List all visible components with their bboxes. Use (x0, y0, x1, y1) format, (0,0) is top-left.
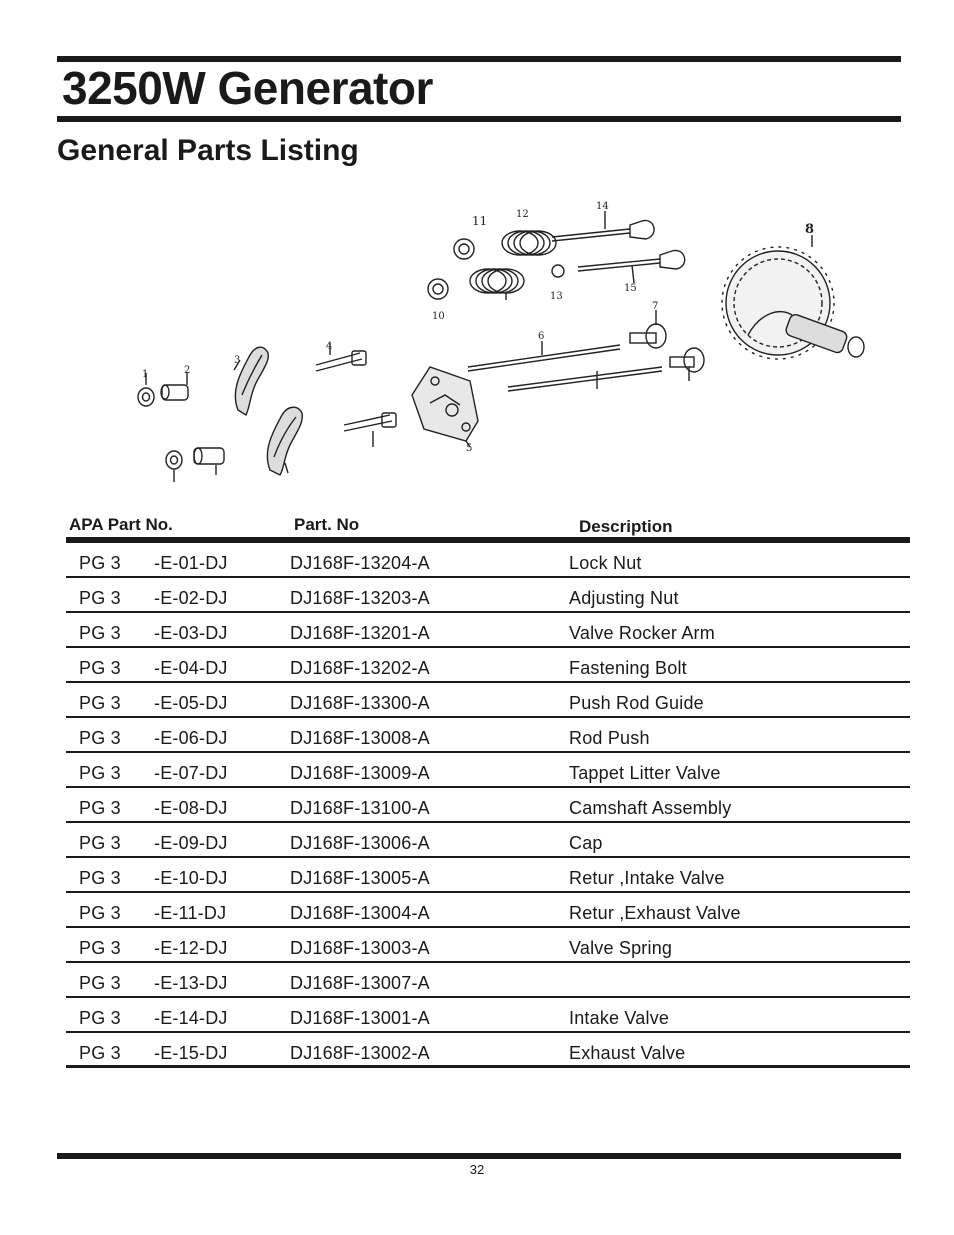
row-part-no: DJ168F-13201-A (290, 623, 430, 643)
row-description: Exhaust Valve (569, 1043, 686, 1063)
row-part-no: DJ168F-13008-A (290, 728, 430, 748)
callout-3: 3 (234, 355, 241, 366)
row-code: -E-11-DJ (154, 903, 227, 923)
row-description: Tappet Litter Valve (569, 763, 721, 783)
row-prefix: PG 3 (79, 763, 121, 783)
callout-7: 7 (652, 301, 659, 312)
fastening-bolt-upper (316, 343, 366, 371)
callout-13: 13 (550, 291, 563, 302)
row-prefix: PG 3 (79, 658, 121, 678)
row-description: Intake Valve (569, 1008, 670, 1028)
intake-valve-part (552, 211, 654, 241)
row-part-no: DJ168F-13003-A (290, 938, 430, 958)
table-row (66, 893, 910, 928)
table-row (66, 753, 910, 788)
callout-14: 14 (596, 201, 609, 212)
title-underline-rule (57, 116, 901, 122)
row-part-no: DJ168F-13001-A (290, 1008, 430, 1028)
row-prefix: PG 3 (79, 553, 121, 573)
push-rod-guide-plate (412, 367, 478, 447)
row-part-no: DJ168F-13300-A (290, 693, 430, 713)
row-code: -E-01-DJ (154, 553, 228, 573)
retainer-intake-valve (428, 279, 448, 299)
table-row (66, 683, 910, 718)
row-prefix: PG 3 (79, 868, 121, 888)
row-part-no: DJ168F-13100-A (290, 798, 430, 818)
row-part-no: DJ168F-13005-A (290, 868, 430, 888)
row-description: Valve Rocker Arm (569, 623, 715, 643)
row-description: Retur ,Intake Valve (569, 868, 725, 888)
row-description: Camshaft Assembly (569, 798, 732, 818)
table-row (66, 578, 910, 613)
table-row (66, 788, 910, 823)
row-part-no: DJ168F-13006-A (290, 833, 430, 853)
retainer-exhaust-valve (454, 239, 474, 259)
page-number: 32 (469, 1162, 485, 1177)
row-description: Retur ,Exhaust Valve (569, 903, 741, 923)
exploded-parts-diagram (130, 195, 880, 495)
row-part-no: DJ168F-13202-A (290, 658, 430, 678)
row-description: Cap (569, 833, 603, 853)
row-code: -E-12-DJ (154, 938, 228, 958)
table-row (66, 823, 910, 858)
column-header-part-no: Part. No (294, 515, 360, 534)
valve-spring-upper (502, 231, 556, 255)
row-code: -E-04-DJ (154, 658, 228, 678)
row-code: -E-05-DJ (154, 693, 228, 713)
row-prefix: PG 3 (79, 728, 121, 748)
callout-5: 5 (466, 443, 473, 454)
adjusting-nut-part-lower (194, 448, 224, 475)
tappet-upper (630, 310, 666, 348)
callout-6: 6 (538, 331, 545, 342)
row-description: Adjusting Nut (569, 588, 679, 608)
callout-4: 4 (326, 341, 333, 352)
row-part-no: DJ168F-13004-A (290, 903, 430, 923)
row-description: Push Rod Guide (569, 693, 704, 713)
row-description: Lock Nut (569, 553, 642, 573)
row-prefix: PG 3 (79, 623, 121, 643)
row-code: -E-07-DJ (154, 763, 228, 783)
row-code: -E-03-DJ (154, 623, 228, 643)
row-part-no: DJ168F-13002-A (290, 1043, 430, 1063)
row-prefix: PG 3 (79, 1043, 121, 1063)
row-part-no: DJ168F-13009-A (290, 763, 430, 783)
table-row (66, 1033, 910, 1068)
valve-cap-part (552, 265, 564, 277)
row-prefix: PG 3 (79, 903, 121, 923)
row-code: -E-10-DJ (154, 868, 228, 888)
camshaft-assembly-part (722, 235, 864, 359)
row-description: Rod Push (569, 728, 650, 748)
row-prefix: PG 3 (79, 833, 121, 853)
exhaust-valve-part (578, 250, 685, 283)
table-row (66, 613, 910, 648)
column-header-description: Description (579, 517, 673, 536)
footer-rule (57, 1153, 901, 1159)
row-prefix: PG 3 (79, 693, 121, 713)
row-prefix: PG 3 (79, 973, 121, 993)
lock-nut-part-lower (166, 451, 182, 482)
valve-spring-lower (470, 269, 524, 300)
table-row (66, 998, 910, 1033)
row-prefix: PG 3 (79, 798, 121, 818)
row-prefix: PG 3 (79, 1008, 121, 1028)
row-code: -E-08-DJ (154, 798, 228, 818)
table-row (66, 718, 910, 753)
callout-2: 2 (184, 365, 191, 376)
row-code: -E-02-DJ (154, 588, 228, 608)
page-title: 3250W Generator (62, 62, 433, 114)
table-row (66, 543, 910, 578)
row-description: Fastening Bolt (569, 658, 687, 678)
column-header-apa-part-no: APA Part No. (69, 515, 173, 534)
callout-8: 8 (805, 222, 815, 237)
row-code: -E-13-DJ (154, 973, 228, 993)
diagram-callouts (142, 201, 814, 454)
push-rod-lower (508, 367, 662, 391)
table-row (66, 928, 910, 963)
valve-rocker-arm-lower (267, 407, 302, 475)
row-prefix: PG 3 (79, 938, 121, 958)
row-description: Valve Spring (569, 938, 673, 958)
row-part-no: DJ168F-13203-A (290, 588, 430, 608)
fastening-bolt-lower (344, 413, 396, 447)
callout-10: 10 (432, 311, 445, 322)
row-code: -E-14-DJ (154, 1008, 228, 1028)
callout-15: 15 (624, 283, 637, 294)
row-prefix: PG 3 (79, 588, 121, 608)
parts-table (66, 543, 910, 1068)
row-code: -E-15-DJ (154, 1043, 228, 1063)
table-row (66, 648, 910, 683)
row-part-no: DJ168F-13007-A (290, 973, 430, 993)
callout-1: 1 (142, 369, 149, 380)
table-row (66, 858, 910, 893)
section-subtitle: General Parts Listing (57, 134, 359, 167)
push-rod-upper (468, 341, 620, 371)
row-part-no: DJ168F-13204-A (290, 553, 430, 573)
row-code: -E-09-DJ (154, 833, 228, 853)
callout-11: 11 (472, 214, 488, 228)
row-code: -E-06-DJ (154, 728, 228, 748)
adjusting-nut-part (161, 373, 188, 400)
table-row (66, 963, 910, 998)
callout-12: 12 (516, 209, 529, 220)
tappet-lower (670, 348, 704, 381)
